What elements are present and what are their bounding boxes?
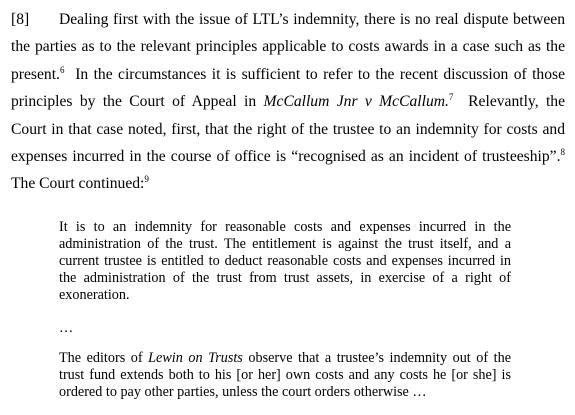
footnote-ref-8[interactable]: 8: [560, 147, 565, 158]
line-5-text: Court in that case noted, first, that the right of the trustee to an indemnity for costs and: [11, 120, 565, 138]
footnote-ref-6[interactable]: 6: [59, 64, 65, 75]
quote2-line-1: [59, 350, 511, 367]
paragraph-8: [11, 6, 565, 198]
footnote-ref-7[interactable]: 7: [448, 92, 454, 103]
paragraph-line-5: [11, 116, 565, 143]
paragraph-number: [8]: [11, 11, 30, 28]
quote2-line-2: trust fund extends both to his [or her] own costs and any costs he [or she] is: [59, 366, 511, 383]
omission-ellipsis: …: [59, 320, 74, 336]
footnote-ref-9[interactable]: 9: [144, 174, 149, 185]
line-3-rest: In the circumstances it is sufficient to refer to the recent discussion of those: [64, 65, 565, 83]
quote1-line-3: current trustee is entitled to deduct reasonable costs and expenses incurred in: [59, 252, 511, 269]
quote1-line-1: It is to an indemnity for reasonable costs and expenses incurred in the: [59, 219, 511, 235]
line-7-text: The Court continued:: [11, 175, 145, 193]
quote2-line-1-post: observe that a trustee’s indemnity out of the: [242, 350, 511, 366]
case-name: McCallum Jnr v McCallum.: [263, 93, 449, 111]
quote2-line-3: ordered to pay other parties, unless the court orders otherwise …: [59, 383, 427, 400]
paragraph-line-2: [11, 33, 565, 60]
quote1-line-5: exoneration.: [59, 286, 130, 303]
paragraph-line-3: [11, 61, 565, 88]
quote2-line-1-pre: The editors of: [59, 350, 149, 366]
line-4-rest: Relevantly, the: [453, 93, 566, 111]
paragraph-line-4: [11, 88, 565, 115]
line-3-text: present.: [11, 65, 60, 83]
paragraph-line-7: [11, 170, 565, 197]
paragraph-line-6: [11, 143, 565, 170]
quote1-line-2: administration of the trust. The entitlement is against the trust itself, and a: [59, 235, 511, 252]
block-quote-2: [59, 350, 511, 401]
line-6-text: expenses incurred in the course of office is “recognised as an incident of trusteeship”.: [11, 148, 561, 166]
line-4-text: principles by the Court of Appeal in: [11, 93, 264, 111]
line-2-text: the parties as to the relevant principles applicable to costs awards in a case such as the: [11, 38, 565, 56]
block-quote-1: [59, 219, 511, 304]
quote1-line-4: the administration of the trust from trust assets, in exercise of a right of: [59, 269, 511, 286]
paragraph-line-1: [11, 6, 565, 33]
line-1-text: Dealing first with the issue of LTL’s indemnity, there is no real dispute between: [59, 11, 565, 28]
book-title: Lewin on Trusts: [148, 350, 243, 366]
